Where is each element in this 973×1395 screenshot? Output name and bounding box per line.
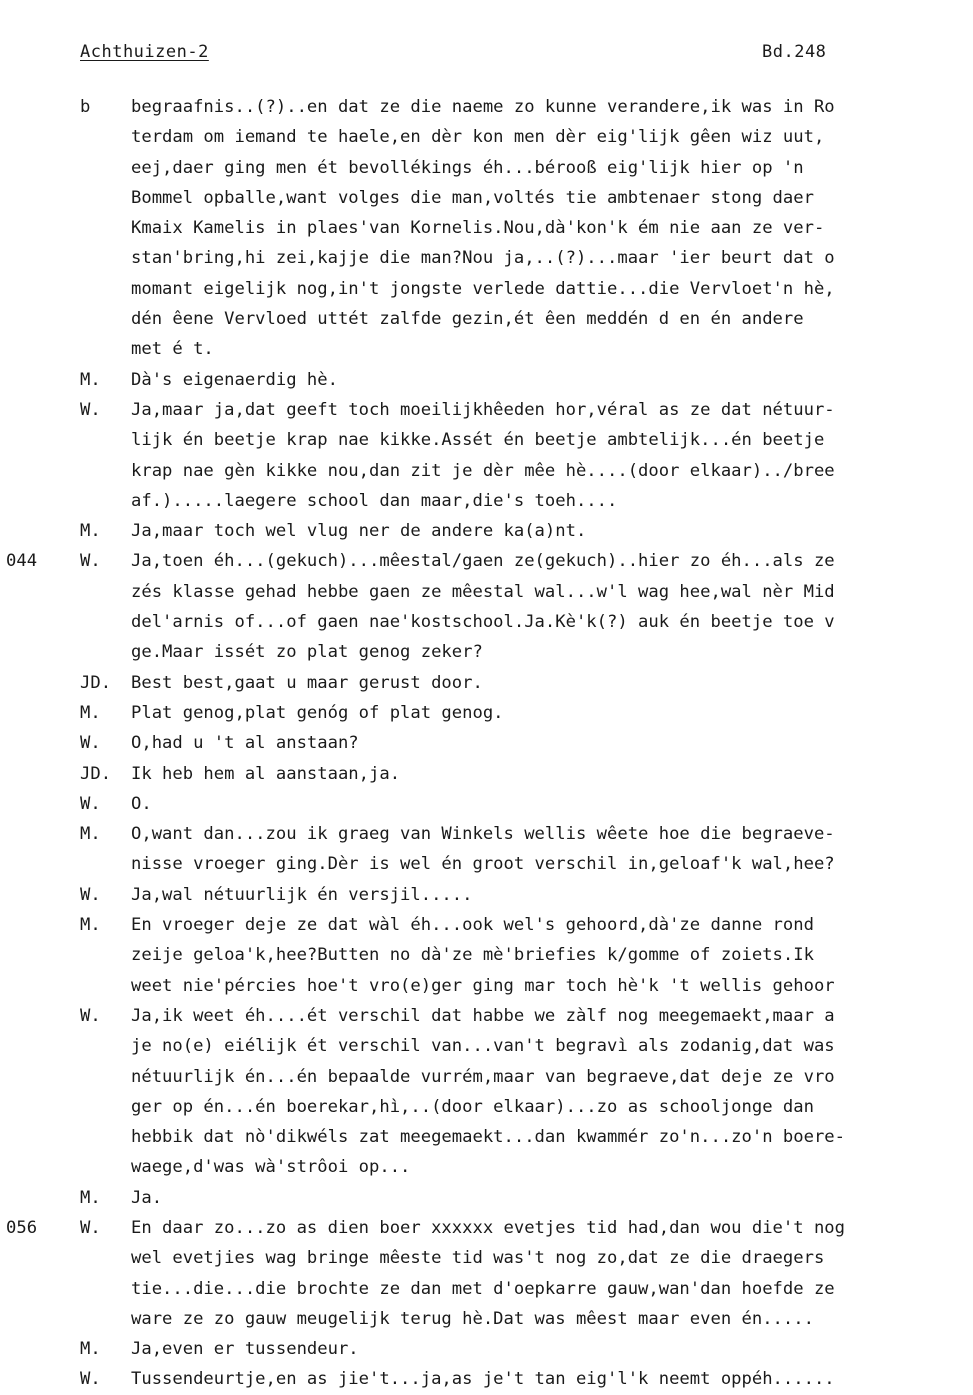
line-text: tie...die...die brochte ze dan met d'oepkarre gauw,wan'dan hoefde ze: [131, 1278, 835, 1299]
line-text: weet nie'pércies hoe't vro(e)ger ging mar toch hè'k 't wellis gehoor: [131, 975, 835, 996]
transcript-line: [0, 577, 973, 607]
line-text: Tussendeurtje,en as jie't...ja,as je't tan eig'l'k neemt oppéh......: [131, 1369, 835, 1390]
line-text: lijk én beetje krap nae kikke.Assét én beetje ambtelijk...én beetje: [131, 430, 825, 451]
line-text: nisse vroeger ging.Dèr is wel én groot verschil in,geloaf'k wal,hee?: [131, 854, 835, 875]
line-text: O,want dan...zou ik graeg van Winkels wellis wêete hoe die begraeve-: [131, 824, 835, 845]
line-text: O,had u 't al anstaan?: [131, 733, 359, 754]
line-text: Bommel opballe,want volges die man,voltés tie ambtenaer stong daer: [131, 187, 814, 208]
line-text: dén êene Vervloed uttét zalfde gezin,ét êen meddén d en én andere: [131, 309, 804, 330]
transcript-line: [0, 819, 973, 849]
transcript-line: [0, 880, 973, 910]
transcript-line: [0, 243, 973, 273]
transcript-line: [0, 1274, 973, 1304]
transcript-line: [0, 486, 973, 516]
transcript-line: [0, 940, 973, 970]
transcript-line: [0, 759, 973, 789]
speaker-label: W.: [80, 1217, 101, 1238]
transcript-line: [0, 456, 973, 486]
transcript-line: [0, 516, 973, 546]
line-text: En vroeger deje ze dat wàl éh...ook wel's gehoord,dà'ze danne rond: [131, 915, 814, 936]
transcript-line: [0, 668, 973, 698]
line-text: stan'bring,hi zei,kajje die man?Nou ja,..(?)...maar 'ier beurt dat o: [131, 248, 835, 269]
transcript-line: [0, 971, 973, 1001]
speaker-label: JD.: [80, 763, 112, 784]
speaker-label: M.: [80, 1187, 101, 1208]
transcript-line: [0, 153, 973, 183]
transcript-line: [0, 849, 973, 879]
line-text: Ik heb hem al aanstaan,ja.: [131, 763, 401, 784]
line-text: ger op én...én boerekar,hì,..(door elkaar)...zo as schooljonge dan: [131, 1096, 814, 1117]
line-text: begraafnis..(?)..en dat ze die naeme zo kunne verandere,ik was in Ro: [131, 97, 835, 117]
line-text: je no(e) eiélijk ét verschil van...van't begravì als zodanig,dat was: [131, 1036, 835, 1057]
line-text: Kmaix Kamelis in plaes'van Kornelis.Nou,dà'kon'k ém nie aan ze ver-: [131, 218, 825, 239]
line-text: zés klasse gehad hebbe gaen ze mêestal wal...w'l wag hee,wal nèr Mid: [131, 581, 835, 602]
line-text: Dà's eigenaerdig hè.: [131, 369, 338, 390]
line-text: Ja,maar ja,dat geeft toch moeilijkhêeden hor,véral as ze dat nétuur-: [131, 399, 835, 420]
line-text: eej,daer ging men ét bevollékings éh...bérooß eig'lijk hier op 'n: [131, 157, 804, 178]
line-text: wel evetjies wag bringe mêeste tid was't nog zo,dat ze die draegers: [131, 1248, 825, 1269]
line-text: af.).....laegere school dan maar,die's toeh....: [131, 490, 618, 511]
line-text: waege,d'was wà'strôoi op...: [131, 1157, 411, 1178]
line-text: Ja,maar toch wel vlug ner de andere ka(a)nt.: [131, 521, 587, 542]
transcript-line: [0, 1031, 973, 1061]
line-text: Ja,even er tussendeur.: [131, 1339, 359, 1360]
line-text: nétuurlijk én...én bepaalde vurrém,maar van begraeve,dat deje ze vro: [131, 1066, 835, 1087]
transcript-line: [0, 1152, 973, 1182]
transcript-line: [0, 92, 973, 122]
speaker-label: W.: [80, 1369, 101, 1390]
line-text: hebbik dat nò'dikwéls zat meegemaekt...dan kwammér zo'n...zo'n boere-: [131, 1127, 845, 1148]
line-text: O.: [131, 793, 152, 814]
transcript-line: [0, 183, 973, 213]
tape-counter: 056: [6, 1217, 38, 1238]
transcript-line: [0, 365, 973, 395]
transcript-line: [0, 425, 973, 455]
document-title: Achthuizen-2: [80, 42, 209, 62]
speaker-label: M.: [80, 702, 101, 723]
line-text: Ja.: [131, 1187, 163, 1208]
transcript-line: [0, 1062, 973, 1092]
speaker-label: JD.: [80, 672, 112, 693]
line-text: Ja,ik weet éh....ét verschil dat habbe we zàlf nog meegemaekt,maar a: [131, 1005, 835, 1026]
transcript-line: [0, 637, 973, 667]
line-text: del'arnis of...of gaen nae'kostschool.Ja.Kè'k(?) auk én beetje toe v: [131, 612, 835, 633]
transcript-line: [0, 304, 973, 334]
line-text: Best best,gaat u maar gerust door.: [131, 672, 483, 693]
transcript-line: [0, 395, 973, 425]
transcript-line: [0, 910, 973, 940]
transcript-line: [0, 1364, 973, 1394]
transcript-line: [0, 1304, 973, 1334]
line-text: Plat genog,plat genóg of plat genog.: [131, 702, 504, 723]
speaker-label: W.: [80, 551, 101, 572]
speaker-label: M.: [80, 369, 101, 390]
transcript-line: [0, 213, 973, 243]
transcript-line: [0, 607, 973, 637]
page-number: Bd.248: [762, 42, 827, 62]
speaker-label: M.: [80, 521, 101, 542]
transcript-line: [0, 789, 973, 819]
transcript-line: [0, 698, 973, 728]
speaker-label: W.: [80, 793, 101, 814]
transcript-line: [0, 728, 973, 758]
speaker-label: W.: [80, 884, 101, 905]
transcript-line: [0, 274, 973, 304]
transcript-line: [0, 1243, 973, 1273]
transcript-line: [0, 1213, 973, 1243]
line-text: Ja,wal nétuurlijk én versjil.....: [131, 884, 473, 905]
transcript-line: [0, 1183, 973, 1213]
transcript-body: [0, 92, 973, 1395]
line-text: terdam om iemand te haele,en dèr kon men dèr eig'lijk gêen wiz uut,: [131, 127, 825, 148]
transcript-line: [0, 1001, 973, 1031]
speaker-label: M.: [80, 1339, 101, 1360]
transcript-line: [0, 1334, 973, 1364]
tape-counter: 044: [6, 551, 38, 572]
transcript-line: [0, 334, 973, 364]
transcript-line: [0, 546, 973, 576]
speaker-label: b: [80, 97, 91, 117]
line-text: momant eigelijk nog,in't jongste verlede dattie...die Vervloet'n hè,: [131, 278, 835, 299]
line-text: zeije geloa'k,hee?Butten no dà'ze mè'briefies k/gomme of zoiets.Ik: [131, 945, 814, 966]
line-text: ware ze zo gauw meugelijk terug hè.Dat was mêest maar even én.....: [131, 1308, 814, 1329]
speaker-label: W.: [80, 399, 101, 420]
line-text: Ja,toen éh...(gekuch)...mêestal/gaen ze(gekuch)..hier zo éh...als ze: [131, 551, 835, 572]
line-text: krap nae gèn kikke nou,dan zit je dèr mêe hè....(door elkaar)../bree: [131, 460, 835, 481]
transcript-line: [0, 1092, 973, 1122]
speaker-label: M.: [80, 915, 101, 936]
speaker-label: W.: [80, 1005, 101, 1026]
speaker-label: W.: [80, 733, 101, 754]
speaker-label: M.: [80, 824, 101, 845]
line-text: En daar zo...zo as dien boer xxxxxx evetjes tid had,dan wou die't nog: [131, 1217, 845, 1238]
line-text: met é t.: [131, 339, 214, 360]
transcript-line: [0, 122, 973, 152]
line-text: ge.Maar issét zo plat genog zeker?: [131, 642, 483, 663]
transcript-line: [0, 1122, 973, 1152]
